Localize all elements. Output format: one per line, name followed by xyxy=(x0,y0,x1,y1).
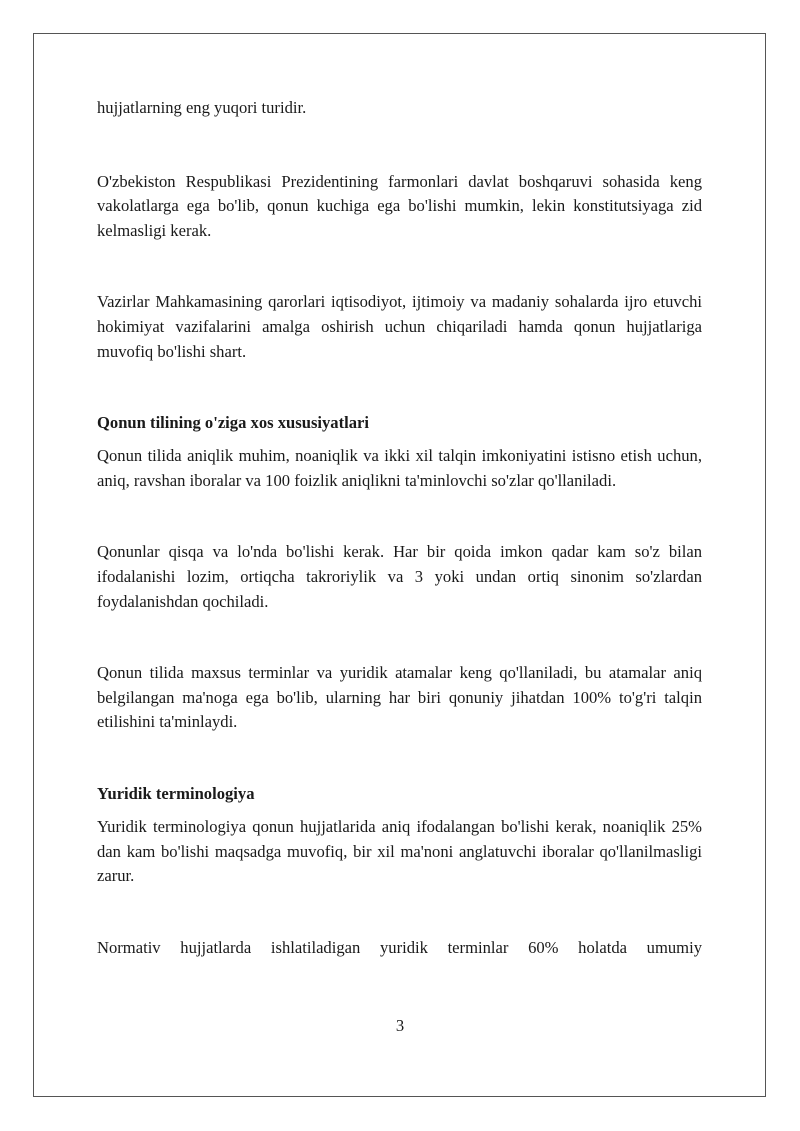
paragraph: Qonunlar qisqa va lo'nda bo'lishi kerak. Har bir qoida imkon qadar kam so'z bilan ifodalanishi lozim, ortiqcha takroriylik va 3 yoki undan ortiq sinonim so'zlardan foydalanishdan qochiladi. xyxy=(97,542,702,611)
paragraph: Yuridik terminologiya qonun hujjatlarida aniq ifodalangan bo'lishi kerak, noaniqlik 25% dan kam bo'lishi maqsadga muvofiq, bir xil ma'noni anglatuvchi iboralar qo'llanilmasligi zarur. xyxy=(97,816,702,886)
section-heading: Qonun tilining o'ziga xos xususiyatlari xyxy=(97,413,370,433)
paragraph: Qonun tilida maxsus terminlar va yuridik atamalar keng qo'llaniladi, bu atamalar aniq belgilangan ma'noga ega bo'lib, ularning har biri qonuniy jihatdan 100% to'g'ri talqin etilishini ta'minlaydi. xyxy=(97,663,702,732)
paragraph: Qonun tilida aniqlik muhim, noaniqlik va ikki xil talqin imkoniyatini istisno etish uchun, aniq, ravshan iboralar va 100 foizlik aniqlikni ta'minlovchi so'zlar qo'llaniladi. xyxy=(97,446,702,490)
paragraph: O'zbekiston Respublikasi Prezidentining farmonlari davlat boshqaruvi sohasida keng vakolatlarga ega bo'lib, qonun kuchiga ega bo'lishi mumkin, lekin konstitutsiyaga zid kelmasligi kerak. xyxy=(97,171,702,240)
page-number: 3 xyxy=(395,1016,405,1035)
paragraph: Vazirlar Mahkamasining qarorlari iqtisodiyot, ijtimoiy va madaniy sohalarda ijro etuvchi hokimiyat vazifalarini amalga oshirish uchun chiqariladi hamda qonun hujjatlariga muvofiq bo'lishi shart. xyxy=(97,292,702,361)
section-heading: Yuridik terminologiya xyxy=(97,783,255,803)
paragraph: hujjatlarning eng yuqori turidir. xyxy=(97,98,307,117)
page-content xyxy=(97,96,702,960)
paragraph: Normativ hujjatlarda ishlatiladigan yuridik terminlar 60% holatda umumiy xyxy=(97,937,702,957)
